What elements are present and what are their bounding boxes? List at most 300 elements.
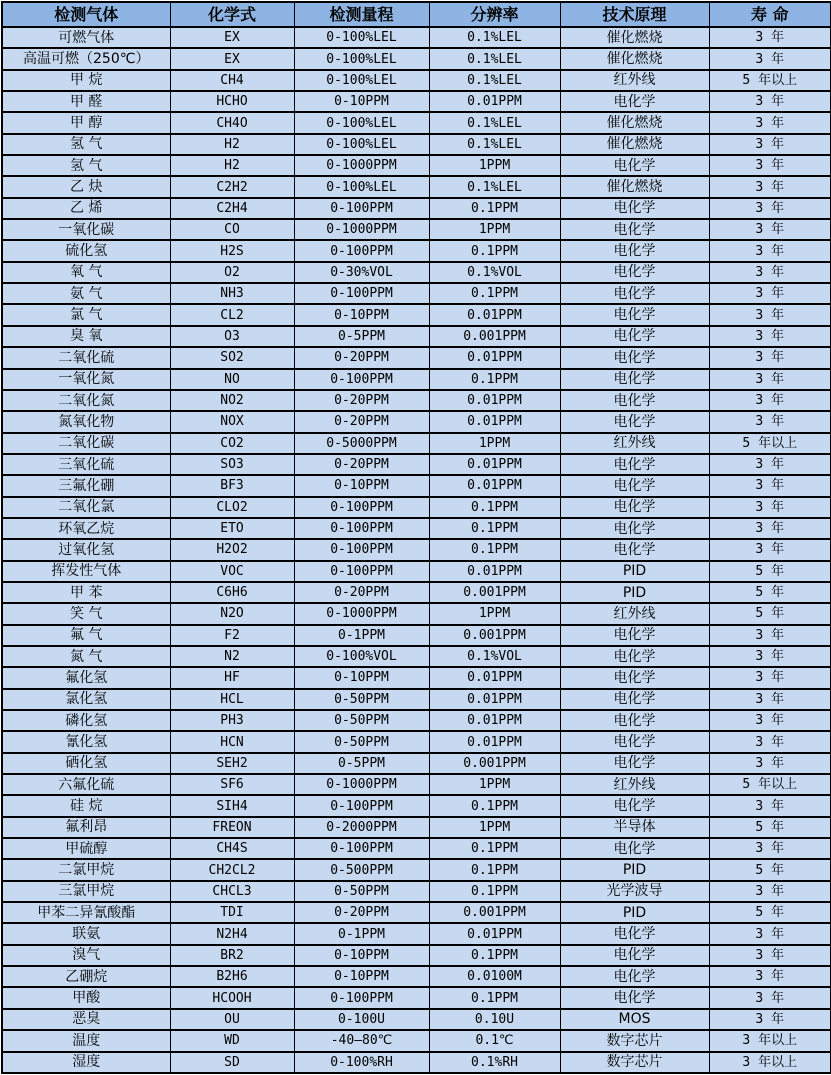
cell-resolution: 0.1%LEL bbox=[429, 112, 560, 133]
cell-resolution: 0.01PPM bbox=[429, 390, 560, 411]
cell-range: 0-100%LEL bbox=[294, 176, 429, 197]
cell-gas: 氧 气 bbox=[2, 262, 170, 283]
table-row bbox=[2, 390, 831, 411]
cell-formula: F2 bbox=[170, 625, 294, 646]
cell-lifespan: 3 年 bbox=[709, 176, 831, 197]
cell-range: 0-10PPM bbox=[294, 966, 429, 987]
cell-range: 0-10PPM bbox=[294, 91, 429, 112]
cell-lifespan: 3 年 bbox=[709, 390, 831, 411]
table-row bbox=[2, 923, 831, 944]
cell-range: 0-5000PPM bbox=[294, 433, 429, 454]
cell-resolution: 0.001PPM bbox=[429, 625, 560, 646]
cell-gas: 过氧化氢 bbox=[2, 539, 170, 560]
table-row bbox=[2, 70, 831, 91]
cell-principle: 电化学 bbox=[560, 667, 709, 688]
cell-gas: 乙 烯 bbox=[2, 198, 170, 219]
table-row bbox=[2, 881, 831, 902]
cell-gas: 磷化氢 bbox=[2, 710, 170, 731]
cell-lifespan: 3 年 bbox=[709, 454, 831, 475]
table-row bbox=[2, 240, 831, 261]
table-row bbox=[2, 347, 831, 368]
cell-resolution: 0.001PPM bbox=[429, 326, 560, 347]
cell-formula: OU bbox=[170, 1009, 294, 1030]
cell-principle: 电化学 bbox=[560, 625, 709, 646]
cell-formula: BR2 bbox=[170, 945, 294, 966]
cell-principle: MOS bbox=[560, 1009, 709, 1030]
cell-resolution: 1PPM bbox=[429, 817, 560, 838]
cell-resolution: 1PPM bbox=[429, 433, 560, 454]
cell-lifespan: 3 年 bbox=[709, 369, 831, 390]
cell-range: 0-20PPM bbox=[294, 411, 429, 432]
cell-range: 0-50PPM bbox=[294, 710, 429, 731]
table-row bbox=[2, 667, 831, 688]
cell-principle: 催化燃烧 bbox=[560, 134, 709, 155]
cell-range: 0-20PPM bbox=[294, 582, 429, 603]
column-header-range: 检测量程 bbox=[294, 2, 429, 27]
cell-formula: H2O2 bbox=[170, 539, 294, 560]
table-row bbox=[2, 326, 831, 347]
cell-formula: SO2 bbox=[170, 347, 294, 368]
cell-principle: 电化学 bbox=[560, 475, 709, 496]
cell-resolution: 0.1PPM bbox=[429, 838, 560, 859]
gas-spec-table bbox=[1, 1, 831, 1074]
cell-lifespan: 5 年 bbox=[709, 817, 831, 838]
cell-gas: 氰化氢 bbox=[2, 731, 170, 752]
table-row bbox=[2, 966, 831, 987]
table-row bbox=[2, 753, 831, 774]
cell-formula: EX bbox=[170, 27, 294, 48]
cell-range: 0-50PPM bbox=[294, 731, 429, 752]
cell-formula: PH3 bbox=[170, 710, 294, 731]
cell-formula: HCN bbox=[170, 731, 294, 752]
cell-range: 0-50PPM bbox=[294, 881, 429, 902]
cell-lifespan: 3 年 bbox=[709, 646, 831, 667]
cell-range: 0-10PPM bbox=[294, 475, 429, 496]
cell-lifespan: 3 年 bbox=[709, 475, 831, 496]
cell-lifespan: 3 年 bbox=[709, 923, 831, 944]
cell-range: 0-1000PPM bbox=[294, 774, 429, 795]
cell-gas: 甲 醇 bbox=[2, 112, 170, 133]
cell-lifespan: 3 年 bbox=[709, 48, 831, 69]
cell-formula: ETO bbox=[170, 518, 294, 539]
cell-gas: 硒化氢 bbox=[2, 753, 170, 774]
cell-gas: 二氧化氮 bbox=[2, 390, 170, 411]
cell-lifespan: 3 年 bbox=[709, 240, 831, 261]
cell-gas: 氯 气 bbox=[2, 304, 170, 325]
table-row bbox=[2, 369, 831, 390]
table-row bbox=[2, 91, 831, 112]
cell-range: 0-1000PPM bbox=[294, 219, 429, 240]
cell-resolution: 0.001PPM bbox=[429, 753, 560, 774]
cell-resolution: 0.001PPM bbox=[429, 902, 560, 923]
table-row bbox=[2, 902, 831, 923]
cell-resolution: 0.01PPM bbox=[429, 304, 560, 325]
cell-range: 0-100PPM bbox=[294, 795, 429, 816]
table-row bbox=[2, 731, 831, 752]
cell-lifespan: 5 年 bbox=[709, 902, 831, 923]
cell-formula: CL2 bbox=[170, 304, 294, 325]
cell-gas: 六氟化硫 bbox=[2, 774, 170, 795]
cell-range: 0-100PPM bbox=[294, 283, 429, 304]
cell-principle: 电化学 bbox=[560, 646, 709, 667]
cell-gas: 臭 氧 bbox=[2, 326, 170, 347]
cell-lifespan: 3 年 bbox=[709, 518, 831, 539]
cell-resolution: 1PPM bbox=[429, 603, 560, 624]
cell-range: 0-100PPM bbox=[294, 198, 429, 219]
cell-gas: 氢 气 bbox=[2, 155, 170, 176]
cell-principle: 电化学 bbox=[560, 347, 709, 368]
table-row bbox=[2, 304, 831, 325]
cell-formula: C6H6 bbox=[170, 582, 294, 603]
cell-lifespan: 3 年 bbox=[709, 134, 831, 155]
cell-gas: 甲 苯 bbox=[2, 582, 170, 603]
cell-gas: 甲 烷 bbox=[2, 70, 170, 91]
cell-gas: 甲 醛 bbox=[2, 91, 170, 112]
cell-range: 0-50PPM bbox=[294, 689, 429, 710]
cell-range: 0-1000PPM bbox=[294, 603, 429, 624]
cell-principle: 红外线 bbox=[560, 603, 709, 624]
cell-principle: 电化学 bbox=[560, 753, 709, 774]
cell-lifespan: 3 年 bbox=[709, 881, 831, 902]
cell-resolution: 0.01PPM bbox=[429, 91, 560, 112]
cell-lifespan: 3 年 bbox=[709, 753, 831, 774]
cell-range: 0-100PPM bbox=[294, 369, 429, 390]
table-row bbox=[2, 262, 831, 283]
cell-principle: 电化学 bbox=[560, 923, 709, 944]
cell-resolution: 0.1PPM bbox=[429, 795, 560, 816]
cell-formula: TDI bbox=[170, 902, 294, 923]
cell-formula: SEH2 bbox=[170, 753, 294, 774]
cell-principle: 电化学 bbox=[560, 518, 709, 539]
cell-range: 0-20PPM bbox=[294, 902, 429, 923]
cell-gas: 二氧化氯 bbox=[2, 497, 170, 518]
cell-principle: 电化学 bbox=[560, 326, 709, 347]
table-row bbox=[2, 454, 831, 475]
cell-gas: 挥发性气体 bbox=[2, 561, 170, 582]
cell-range: 0-100U bbox=[294, 1009, 429, 1030]
cell-resolution: 1PPM bbox=[429, 219, 560, 240]
cell-principle: 电化学 bbox=[560, 262, 709, 283]
cell-resolution: 0.1PPM bbox=[429, 240, 560, 261]
cell-range: 0-20PPM bbox=[294, 454, 429, 475]
cell-range: 0-2000PPM bbox=[294, 817, 429, 838]
cell-lifespan: 3 年 bbox=[709, 838, 831, 859]
column-header-gas: 检测气体 bbox=[2, 2, 170, 27]
cell-resolution: 0.1PPM bbox=[429, 987, 560, 1008]
cell-gas: 三氯甲烷 bbox=[2, 881, 170, 902]
cell-range: 0-10PPM bbox=[294, 945, 429, 966]
table-row bbox=[2, 582, 831, 603]
cell-principle: 电化学 bbox=[560, 838, 709, 859]
table-row bbox=[2, 134, 831, 155]
table-row bbox=[2, 27, 831, 48]
cell-formula: CHCL3 bbox=[170, 881, 294, 902]
cell-range: 0-100PPM bbox=[294, 497, 429, 518]
cell-lifespan: 5 年以上 bbox=[709, 433, 831, 454]
cell-gas: 三氟化硼 bbox=[2, 475, 170, 496]
cell-principle: 数字芯片 bbox=[560, 1030, 709, 1051]
cell-resolution: 0.1PPM bbox=[429, 859, 560, 880]
cell-formula: CH4 bbox=[170, 70, 294, 91]
cell-formula: C2H4 bbox=[170, 198, 294, 219]
cell-lifespan: 3 年 bbox=[709, 411, 831, 432]
cell-resolution: 0.01PPM bbox=[429, 689, 560, 710]
table-row bbox=[2, 433, 831, 454]
table-row bbox=[2, 497, 831, 518]
table-row bbox=[2, 795, 831, 816]
cell-formula: CH4O bbox=[170, 112, 294, 133]
cell-lifespan: 3 年以上 bbox=[709, 1052, 831, 1074]
cell-principle: 电化学 bbox=[560, 155, 709, 176]
column-header-formula: 化学式 bbox=[170, 2, 294, 27]
column-header-principle: 技术原理 bbox=[560, 2, 709, 27]
cell-gas: 氨 气 bbox=[2, 283, 170, 304]
table-row bbox=[2, 646, 831, 667]
table-row bbox=[2, 774, 831, 795]
cell-resolution: 0.1PPM bbox=[429, 198, 560, 219]
cell-principle: 光学波导 bbox=[560, 881, 709, 902]
cell-resolution: 0.1PPM bbox=[429, 283, 560, 304]
cell-resolution: 0.1%LEL bbox=[429, 70, 560, 91]
cell-range: 0-1PPM bbox=[294, 625, 429, 646]
cell-principle: 电化学 bbox=[560, 390, 709, 411]
cell-range: 0-30%VOL bbox=[294, 262, 429, 283]
cell-formula: HF bbox=[170, 667, 294, 688]
table-row bbox=[2, 838, 831, 859]
cell-principle: 电化学 bbox=[560, 91, 709, 112]
table-row bbox=[2, 219, 831, 240]
cell-lifespan: 3 年 bbox=[709, 283, 831, 304]
cell-resolution: 1PPM bbox=[429, 774, 560, 795]
cell-formula: HCOOH bbox=[170, 987, 294, 1008]
cell-resolution: 1PPM bbox=[429, 155, 560, 176]
cell-lifespan: 5 年 bbox=[709, 603, 831, 624]
cell-principle: 催化燃烧 bbox=[560, 27, 709, 48]
cell-resolution: 0.1%LEL bbox=[429, 176, 560, 197]
cell-resolution: 0.1%VOL bbox=[429, 646, 560, 667]
table-row bbox=[2, 1052, 831, 1074]
cell-resolution: 0.1PPM bbox=[429, 881, 560, 902]
gas-spec-table-container bbox=[1, 1, 830, 1074]
table-row bbox=[2, 817, 831, 838]
cell-range: 0-5PPM bbox=[294, 326, 429, 347]
cell-range: 0-100%LEL bbox=[294, 134, 429, 155]
table-row bbox=[2, 625, 831, 646]
table-row bbox=[2, 475, 831, 496]
cell-resolution: 0.1PPM bbox=[429, 518, 560, 539]
cell-principle: 电化学 bbox=[560, 710, 709, 731]
cell-lifespan: 3 年 bbox=[709, 710, 831, 731]
cell-gas: 溴气 bbox=[2, 945, 170, 966]
cell-principle: 催化燃烧 bbox=[560, 112, 709, 133]
cell-lifespan: 5 年 bbox=[709, 561, 831, 582]
cell-range: 0-500PPM bbox=[294, 859, 429, 880]
cell-formula: CH2CL2 bbox=[170, 859, 294, 880]
cell-gas: 三氧化硫 bbox=[2, 454, 170, 475]
cell-lifespan: 3 年以上 bbox=[709, 1030, 831, 1051]
table-header-row bbox=[2, 2, 831, 27]
cell-resolution: 0.01PPM bbox=[429, 347, 560, 368]
cell-lifespan: 3 年 bbox=[709, 987, 831, 1008]
cell-principle: 电化学 bbox=[560, 539, 709, 560]
cell-principle: 电化学 bbox=[560, 240, 709, 261]
cell-principle: 催化燃烧 bbox=[560, 176, 709, 197]
cell-gas: 恶臭 bbox=[2, 1009, 170, 1030]
cell-gas: 环氧乙烷 bbox=[2, 518, 170, 539]
cell-lifespan: 3 年 bbox=[709, 262, 831, 283]
cell-lifespan: 3 年 bbox=[709, 326, 831, 347]
cell-lifespan: 3 年 bbox=[709, 731, 831, 752]
cell-resolution: 0.01PPM bbox=[429, 710, 560, 731]
table-row bbox=[2, 561, 831, 582]
cell-principle: 电化学 bbox=[560, 966, 709, 987]
cell-formula: BF3 bbox=[170, 475, 294, 496]
cell-lifespan: 3 年 bbox=[709, 689, 831, 710]
cell-principle: 电化学 bbox=[560, 689, 709, 710]
cell-lifespan: 3 年 bbox=[709, 497, 831, 518]
table-row bbox=[2, 112, 831, 133]
cell-range: 0-100%RH bbox=[294, 1052, 429, 1074]
cell-formula: EX bbox=[170, 48, 294, 69]
column-header-resolution: 分辨率 bbox=[429, 2, 560, 27]
cell-range: 0-10PPM bbox=[294, 304, 429, 325]
cell-range: 0-100PPM bbox=[294, 518, 429, 539]
cell-lifespan: 3 年 bbox=[709, 219, 831, 240]
table-row bbox=[2, 283, 831, 304]
cell-lifespan: 5 年以上 bbox=[709, 70, 831, 91]
cell-resolution: 0.01PPM bbox=[429, 411, 560, 432]
table-row bbox=[2, 518, 831, 539]
cell-lifespan: 3 年 bbox=[709, 966, 831, 987]
cell-formula: N2O bbox=[170, 603, 294, 624]
cell-formula: CLO2 bbox=[170, 497, 294, 518]
cell-principle: 红外线 bbox=[560, 774, 709, 795]
cell-resolution: 0.1PPM bbox=[429, 497, 560, 518]
cell-gas: 氮 气 bbox=[2, 646, 170, 667]
cell-principle: PID bbox=[560, 859, 709, 880]
cell-resolution: 0.1PPM bbox=[429, 945, 560, 966]
cell-principle: 数字芯片 bbox=[560, 1052, 709, 1074]
cell-formula: H2S bbox=[170, 240, 294, 261]
cell-formula: CO2 bbox=[170, 433, 294, 454]
cell-gas: 可燃气体 bbox=[2, 27, 170, 48]
cell-resolution: 0.10U bbox=[429, 1009, 560, 1030]
cell-lifespan: 3 年 bbox=[709, 1009, 831, 1030]
cell-principle: 红外线 bbox=[560, 433, 709, 454]
cell-formula: SD bbox=[170, 1052, 294, 1074]
cell-formula: NO2 bbox=[170, 390, 294, 411]
table-row bbox=[2, 539, 831, 560]
cell-principle: 电化学 bbox=[560, 304, 709, 325]
cell-lifespan: 5 年 bbox=[709, 582, 831, 603]
cell-lifespan: 5 年以上 bbox=[709, 774, 831, 795]
cell-resolution: 0.1%RH bbox=[429, 1052, 560, 1074]
cell-resolution: 0.1℃ bbox=[429, 1030, 560, 1051]
column-header-lifespan: 寿 命 bbox=[709, 2, 831, 27]
cell-resolution: 0.01PPM bbox=[429, 475, 560, 496]
cell-principle: 电化学 bbox=[560, 497, 709, 518]
cell-principle: 电化学 bbox=[560, 945, 709, 966]
cell-gas: 二氯甲烷 bbox=[2, 859, 170, 880]
cell-gas: 温度 bbox=[2, 1030, 170, 1051]
cell-principle: 电化学 bbox=[560, 283, 709, 304]
cell-formula: HCL bbox=[170, 689, 294, 710]
cell-resolution: 0.001PPM bbox=[429, 582, 560, 603]
cell-formula: NO bbox=[170, 369, 294, 390]
cell-gas: 联氨 bbox=[2, 923, 170, 944]
cell-lifespan: 3 年 bbox=[709, 304, 831, 325]
table-row bbox=[2, 603, 831, 624]
cell-resolution: 0.1%LEL bbox=[429, 134, 560, 155]
cell-formula: FREON bbox=[170, 817, 294, 838]
cell-lifespan: 3 年 bbox=[709, 795, 831, 816]
table-row bbox=[2, 198, 831, 219]
cell-gas: 氮氧化物 bbox=[2, 411, 170, 432]
cell-formula: O3 bbox=[170, 326, 294, 347]
cell-range: 0-100%VOL bbox=[294, 646, 429, 667]
cell-formula: N2 bbox=[170, 646, 294, 667]
cell-formula: NOX bbox=[170, 411, 294, 432]
cell-lifespan: 3 年 bbox=[709, 347, 831, 368]
cell-gas: 氯化氢 bbox=[2, 689, 170, 710]
cell-lifespan: 3 年 bbox=[709, 625, 831, 646]
table-row bbox=[2, 155, 831, 176]
cell-formula: WD bbox=[170, 1030, 294, 1051]
cell-range: 0-20PPM bbox=[294, 390, 429, 411]
table-row bbox=[2, 945, 831, 966]
cell-range: 0-100%LEL bbox=[294, 27, 429, 48]
cell-gas: 二氧化碳 bbox=[2, 433, 170, 454]
cell-gas: 甲酸 bbox=[2, 987, 170, 1008]
cell-lifespan: 3 年 bbox=[709, 27, 831, 48]
cell-lifespan: 3 年 bbox=[709, 539, 831, 560]
cell-lifespan: 3 年 bbox=[709, 667, 831, 688]
cell-principle: 电化学 bbox=[560, 987, 709, 1008]
cell-lifespan: 3 年 bbox=[709, 155, 831, 176]
cell-principle: 半导体 bbox=[560, 817, 709, 838]
cell-resolution: 0.1%LEL bbox=[429, 27, 560, 48]
cell-formula: CH4S bbox=[170, 838, 294, 859]
cell-formula: B2H6 bbox=[170, 966, 294, 987]
cell-principle: 电化学 bbox=[560, 369, 709, 390]
cell-resolution: 0.1PPM bbox=[429, 539, 560, 560]
table-row bbox=[2, 987, 831, 1008]
cell-formula: CO bbox=[170, 219, 294, 240]
cell-resolution: 0.1%LEL bbox=[429, 48, 560, 69]
cell-principle: 电化学 bbox=[560, 198, 709, 219]
cell-resolution: 0.01PPM bbox=[429, 923, 560, 944]
cell-resolution: 0.01PPM bbox=[429, 667, 560, 688]
cell-range: 0-1PPM bbox=[294, 923, 429, 944]
table-row bbox=[2, 1009, 831, 1030]
cell-formula: VOC bbox=[170, 561, 294, 582]
cell-principle: 电化学 bbox=[560, 411, 709, 432]
cell-resolution: 0.01PPM bbox=[429, 561, 560, 582]
cell-principle: PID bbox=[560, 582, 709, 603]
cell-range: 0-100%LEL bbox=[294, 112, 429, 133]
cell-range: 0-100PPM bbox=[294, 539, 429, 560]
table-row bbox=[2, 689, 831, 710]
cell-principle: 电化学 bbox=[560, 795, 709, 816]
cell-lifespan: 3 年 bbox=[709, 112, 831, 133]
cell-gas: 氟 气 bbox=[2, 625, 170, 646]
cell-range: -40—80℃ bbox=[294, 1030, 429, 1051]
cell-range: 0-10PPM bbox=[294, 667, 429, 688]
cell-principle: PID bbox=[560, 902, 709, 923]
cell-lifespan: 3 年 bbox=[709, 91, 831, 112]
cell-gas: 一氧化氮 bbox=[2, 369, 170, 390]
cell-formula: SF6 bbox=[170, 774, 294, 795]
